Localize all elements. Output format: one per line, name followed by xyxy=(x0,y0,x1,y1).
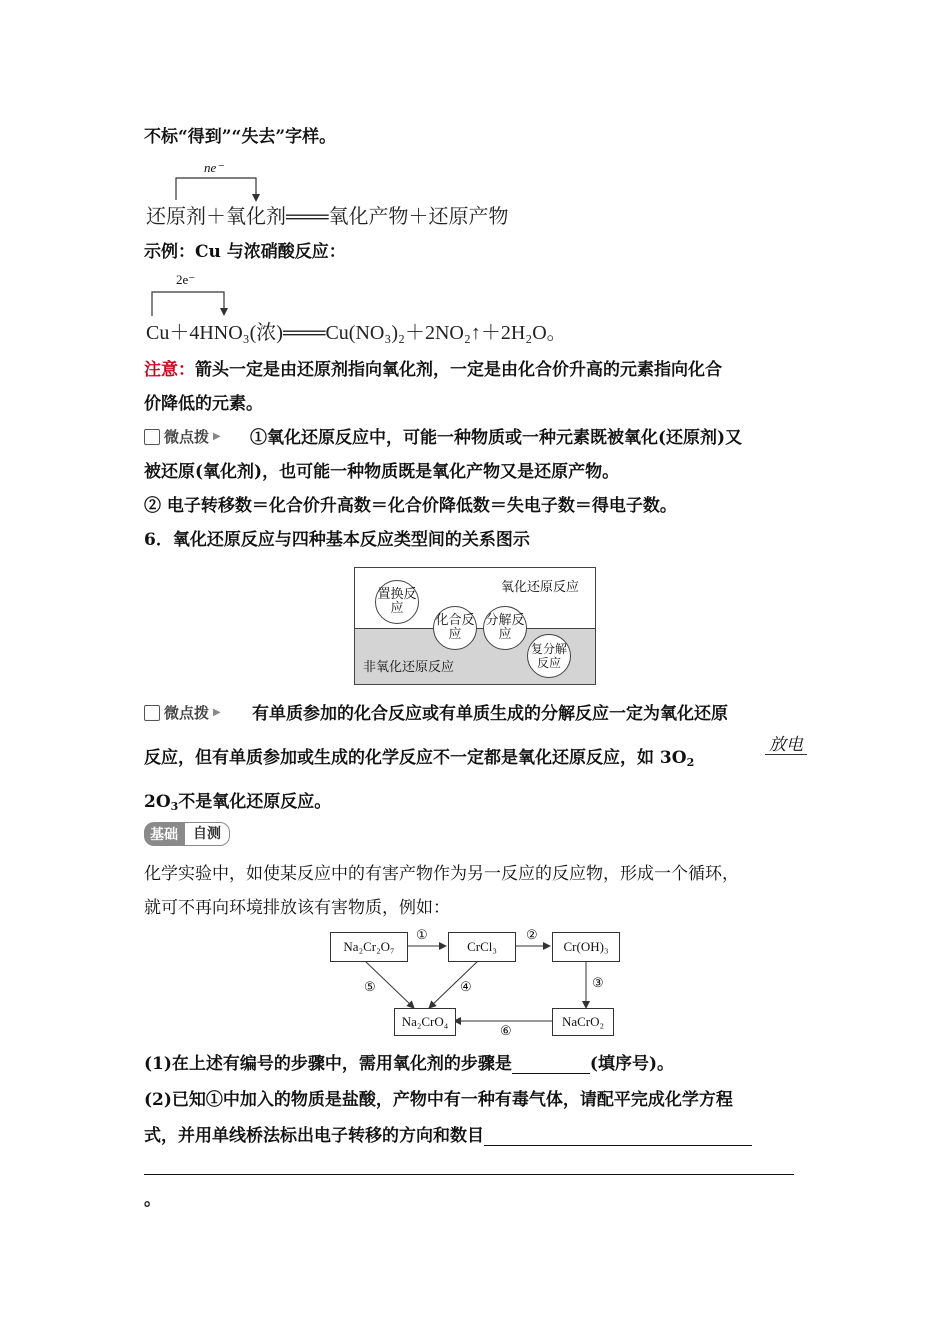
electron-transfer-equation-2 xyxy=(146,270,646,344)
text-segment: 2O xyxy=(144,792,171,812)
redox-label: 氧化还原反应 xyxy=(501,580,580,595)
equation-text: 还原剂＋氧化剂═══氧化产物＋还原产物 xyxy=(146,206,509,228)
triangle-icon: ▶ xyxy=(213,707,221,718)
note-text: 箭头一定是由还原剂指向氧化剂，一定是由化合价升高的元素指向化合 xyxy=(195,360,722,380)
text-line: 有单质参加的化合反应或有单质生成的分解反应一定为氧化还原 xyxy=(252,704,728,724)
section-badge xyxy=(144,822,230,846)
triangle-icon: ▶ xyxy=(213,431,221,442)
note xyxy=(144,360,722,380)
circle-double-decomposition: 复分解反应 xyxy=(527,634,571,678)
equation-text: Cu＋4HNO₃(浓)═══Cu(NO₃)₂＋2NO₂↑＋2H₂O。 xyxy=(146,322,567,344)
circle-displacement: 置换反应 xyxy=(375,580,419,624)
circle-decomposition: 分解反应 xyxy=(483,606,527,650)
box-crcl3: CrCl₃ xyxy=(448,932,516,962)
text-segment: 不是氧化还原反应。 xyxy=(178,792,332,812)
question-2 xyxy=(144,1126,752,1146)
question-text: (填序号)。 xyxy=(589,1054,675,1074)
electron-count: ne⁻ xyxy=(204,160,224,175)
circle-combination: 化合反应 xyxy=(433,606,477,650)
note-label: 注意： xyxy=(144,360,195,380)
text-line: 2O3不是氧化还原反应。 xyxy=(144,792,332,813)
text-line: (2)已知①中加入的物质是盐酸，产物中有一种有毒气体，请配平完成化学方程 xyxy=(144,1090,733,1110)
reaction-condition: 放电 xyxy=(765,736,807,755)
chromium-cycle-diagram xyxy=(324,928,624,1040)
question-text: (1)在上述有编号的步骤中，需用氧化剂的步骤是 xyxy=(144,1054,512,1074)
pencil-icon xyxy=(144,705,160,721)
answer-blank[interactable] xyxy=(512,1055,590,1074)
step-label: ④ xyxy=(460,980,472,995)
pencil-icon xyxy=(144,429,160,445)
step-label: ① xyxy=(416,928,428,943)
tip-label: 微点拨 xyxy=(164,704,210,722)
text-line: 就可不再向环境排放该有害物质，例如： xyxy=(144,898,450,918)
text-line: 价降低的元素。 xyxy=(144,394,263,414)
text-line: 示例：Cu 与浓硝酸反应： xyxy=(144,242,346,262)
tip-badge xyxy=(144,426,221,447)
non-redox-label: 非氧化还原反应 xyxy=(363,660,455,675)
step-label: ③ xyxy=(592,976,604,991)
single-bridge-arrow xyxy=(146,160,346,205)
text-line: 不标“得到”“失去”字样。 xyxy=(144,127,337,147)
box-nacro2: NaCrO₂ xyxy=(552,1008,614,1036)
step-label: ⑥ xyxy=(500,1024,512,1039)
tip-label: 微点拨 xyxy=(164,428,210,446)
reaction-type-diagram xyxy=(354,567,596,685)
section-heading: 6．氧化还原反应与四种基本反应类型间的关系图示 xyxy=(144,530,530,550)
text-line: ①氧化还原反应中，可能一种物质或一种元素既被氧化(还原剂)又 xyxy=(250,428,743,448)
text-line: 反应，但有单质参加或生成的化学反应不一定都是氧化还原反应，如 3O2 xyxy=(144,748,695,769)
badge-left: 基础 xyxy=(144,822,184,846)
box-na2cro4: Na₂CrO₄ xyxy=(394,1008,456,1036)
box-croh3: Cr(OH)₃ xyxy=(552,932,620,962)
question-1 xyxy=(144,1054,674,1074)
badge-right: 自测 xyxy=(184,822,230,846)
box-na2cr2o7: Na₂Cr₂O₇ xyxy=(330,932,408,962)
text-line: ② 电子转移数＝化合价升高数＝化合价降低数＝失电子数＝得电子数。 xyxy=(144,496,677,516)
step-label: ② xyxy=(526,928,538,943)
answer-line[interactable] xyxy=(144,1170,794,1175)
electron-transfer-equation-1 xyxy=(146,160,546,230)
text-line: 。 xyxy=(144,1190,161,1210)
answer-blank[interactable] xyxy=(484,1127,752,1146)
tip-badge xyxy=(144,702,221,723)
text-line: 被还原(氧化剂)，也可能一种物质既是氧化产物又是还原产物。 xyxy=(144,462,620,482)
step-label: ⑤ xyxy=(364,980,376,995)
text-line: 化学实验中，如使某反应中的有害产物作为另一反应的反应物，形成一个循环， xyxy=(144,864,739,884)
question-text: 式，并用单线桥法标出电子转移的方向和数目 xyxy=(144,1126,484,1146)
text-segment: 反应，但有单质参加或生成的化学反应不一定都是氧化还原反应，如 3O xyxy=(144,748,687,768)
electron-count: 2e⁻ xyxy=(176,272,196,287)
